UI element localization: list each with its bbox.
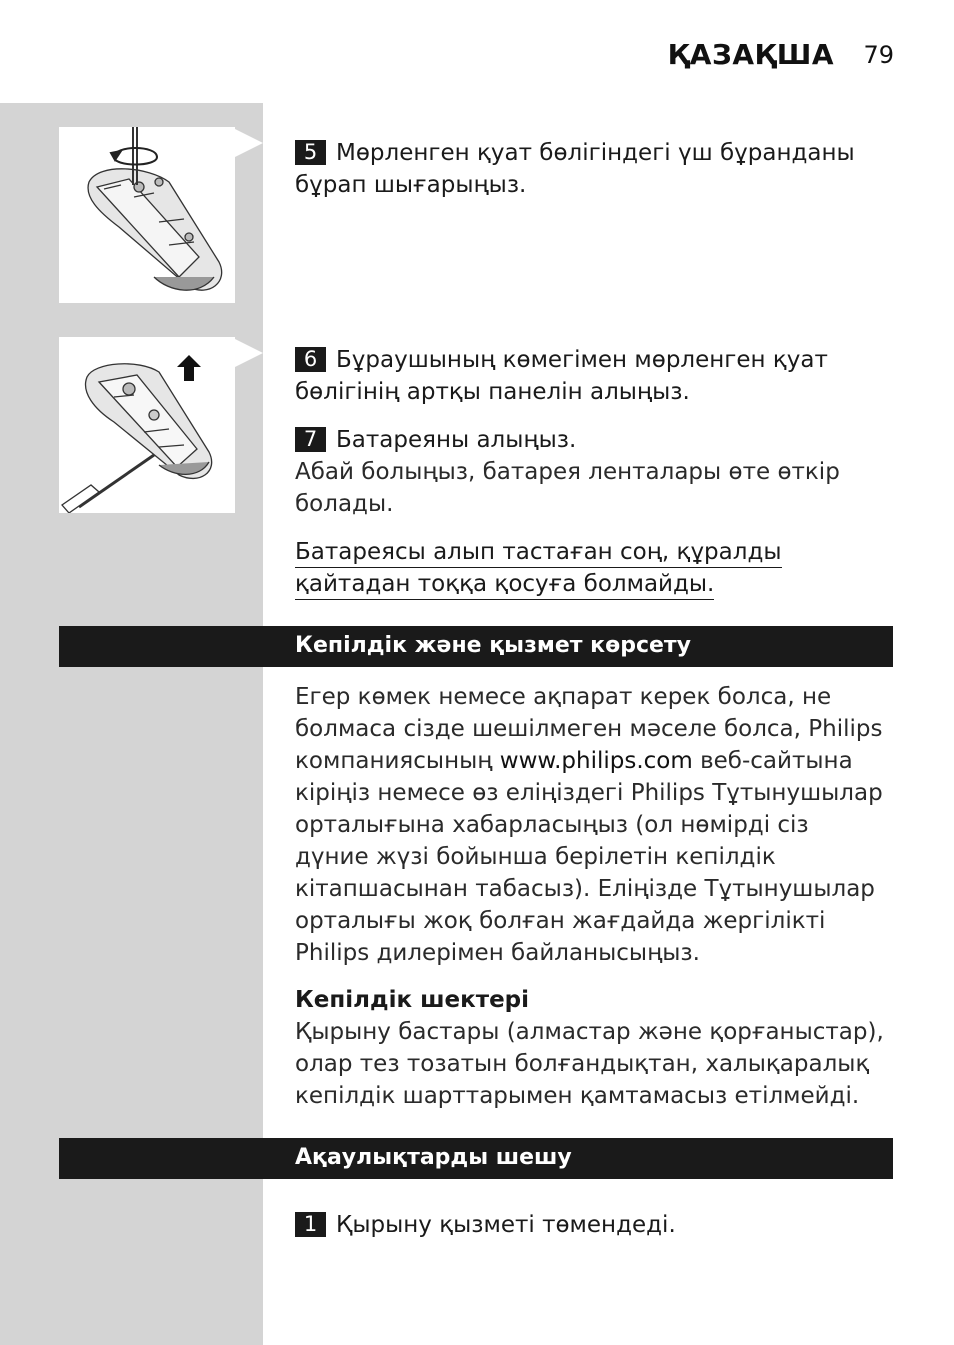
step-6-text: Бұраушының көмегімен мөрленген қуат бөлігінің артқы панелін алыңыз. [295,347,828,405]
step-5-text: Мөрленген қуат бөлігіндегі үш бұранданы бұрап шығарыңыз. [295,140,855,198]
caution-text: Абай болыңыз, батарея ленталары өте өткір болады. [295,459,840,517]
step-7 [295,424,885,456]
section-title-guarantee: Кепілдік және қызмет көрсету [295,633,692,658]
guarantee-paragraph [295,681,885,969]
step-6-number: 6 [295,347,326,372]
figure-unscrew-screws [59,127,235,303]
page-number: 79 [863,41,894,69]
step-5-number: 5 [295,140,326,165]
step-7-number: 7 [295,427,326,452]
philips-url: www.philips.com [499,748,693,774]
warning-text-underlined: Батареясы алып тастаған соң, құралды қайтадан тоққа қосуға болмайды. [295,539,782,600]
section-title-troubleshooting: Ақаулықтарды шешу [295,1145,572,1170]
step-7-text: Батареяны алыңыз. [336,427,577,453]
step-1-text: Қырыну қызметі төмендеді. [336,1212,676,1238]
shaver-screwdriver-illustration [59,337,235,513]
shaver-unscrew-illustration [59,127,235,303]
figure-1-pointer [235,129,263,157]
step-5 [295,137,885,201]
section-bar-guarantee [59,626,893,667]
figure-2-pointer [235,339,263,367]
step-6 [295,344,885,408]
guarantee-limits-title: Кепілдік шектері [295,987,530,1013]
guarantee-text-2: веб-сайтына кіріңіз немесе өз еліңіздегі Philips Тұтынушылар орталығына хабарласыңыз (ол нөмірді сіз дүние жүзі бойынша берілетін кепілдік кітапшасынан табасыз). Еліңізде Тұтынушылар орталығы жоқ болған жағдайда жергілікті Philips дилерімен байланысыңыз. [295,748,883,966]
guarantee-text-1: Егер көмек немесе ақпарат керек болса, не болмаса сізде шешілмеген мәселе болса, Philips компаниясының [295,684,883,774]
step-1-number: 1 [295,1212,326,1237]
step-1 [295,1209,885,1241]
language-title: ҚАЗАҚША [667,38,834,71]
figure-remove-panel [59,337,235,513]
warning-text [295,536,890,600]
section-bar-troubleshooting [59,1138,893,1179]
guarantee-limits-text: Қырыну бастары (алмастар және қорғаныстар), олар тез тозатын болғандықтан, халықаралық кепілдік шарттарымен қамтамасыз етілмейді. [295,1019,884,1109]
